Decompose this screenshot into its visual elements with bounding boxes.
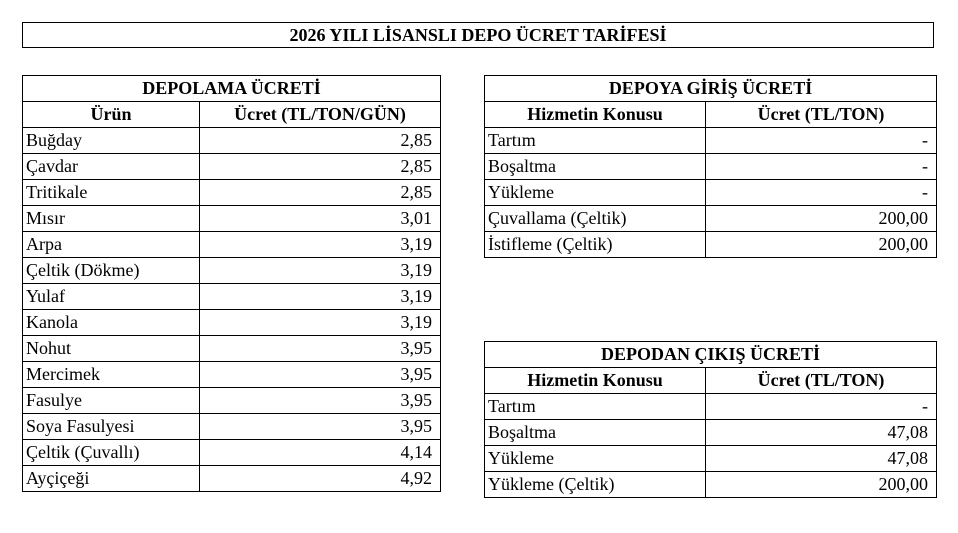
table-row [23, 258, 441, 284]
page-title: 2026 YILI LİSANSLI DEPO ÜCRET TARİFESİ [22, 22, 934, 48]
table-row [23, 310, 441, 336]
row-value: - [706, 154, 937, 180]
row-label: Kanola [23, 310, 200, 336]
row-label: Boşaltma [485, 420, 706, 446]
row-value: - [706, 180, 937, 206]
table-row [23, 232, 441, 258]
table-row [23, 466, 441, 492]
row-value: 47,08 [706, 446, 937, 472]
table-row [23, 388, 441, 414]
table-row [23, 128, 441, 154]
row-label: Tritikale [23, 180, 200, 206]
row-label: Fasulye [23, 388, 200, 414]
row-label: Yükleme [485, 180, 706, 206]
table-row [485, 394, 937, 420]
row-value: 2,85 [200, 154, 441, 180]
row-label: Tartım [485, 394, 706, 420]
table-row [23, 206, 441, 232]
table-row [485, 180, 937, 206]
table-row [23, 440, 441, 466]
table-row [485, 206, 937, 232]
row-value: 3,19 [200, 284, 441, 310]
table-row [485, 472, 937, 498]
row-label: Çeltik (Çuvallı) [23, 440, 200, 466]
row-value: 3,95 [200, 414, 441, 440]
column-header-service: Hizmetin Konusu [485, 368, 706, 394]
entry-table-body [485, 128, 937, 258]
column-header-fee: Ücret (TL/TON) [706, 102, 937, 128]
exit-table-body [485, 394, 937, 498]
column-header-fee: Ücret (TL/TON) [706, 368, 937, 394]
storage-fee-table [22, 75, 441, 492]
row-label: İstifleme (Çeltik) [485, 232, 706, 258]
table-row [23, 180, 441, 206]
row-value: 4,92 [200, 466, 441, 492]
table-row [23, 154, 441, 180]
row-value: - [706, 128, 937, 154]
row-value: 3,95 [200, 388, 441, 414]
table-row [23, 284, 441, 310]
row-value: - [706, 394, 937, 420]
row-label: Boşaltma [485, 154, 706, 180]
row-value: 3,95 [200, 336, 441, 362]
table-row [485, 128, 937, 154]
row-label: Mercimek [23, 362, 200, 388]
row-label: Çuvallama (Çeltik) [485, 206, 706, 232]
exit-table-heading: DEPODAN ÇIKIŞ ÜCRETİ [485, 342, 937, 368]
row-value: 3,95 [200, 362, 441, 388]
row-value: 47,08 [706, 420, 937, 446]
row-label: Tartım [485, 128, 706, 154]
row-value: 3,19 [200, 258, 441, 284]
table-row [23, 336, 441, 362]
row-value: 200,00 [706, 206, 937, 232]
row-label: Buğday [23, 128, 200, 154]
row-label: Arpa [23, 232, 200, 258]
row-label: Yükleme [485, 446, 706, 472]
table-row [485, 420, 937, 446]
column-header-fee: Ücret (TL/TON/GÜN) [200, 102, 441, 128]
row-value: 2,85 [200, 180, 441, 206]
row-label: Yükleme (Çeltik) [485, 472, 706, 498]
row-label: Nohut [23, 336, 200, 362]
row-value: 3,01 [200, 206, 441, 232]
row-value: 2,85 [200, 128, 441, 154]
row-value: 200,00 [706, 472, 937, 498]
table-row [485, 446, 937, 472]
entry-table-heading: DEPOYA GİRİŞ ÜCRETİ [485, 76, 937, 102]
row-label: Çavdar [23, 154, 200, 180]
table-row [23, 414, 441, 440]
row-value: 200,00 [706, 232, 937, 258]
row-label: Mısır [23, 206, 200, 232]
table-row [485, 154, 937, 180]
row-label: Ayçiçeği [23, 466, 200, 492]
storage-table-body [23, 128, 441, 492]
row-value: 3,19 [200, 310, 441, 336]
row-value: 3,19 [200, 232, 441, 258]
entry-fee-table [484, 75, 937, 258]
row-value: 4,14 [200, 440, 441, 466]
column-header-service: Hizmetin Konusu [485, 102, 706, 128]
table-row [23, 362, 441, 388]
storage-table-heading: DEPOLAMA ÜCRETİ [23, 76, 441, 102]
table-row [485, 232, 937, 258]
exit-fee-table [484, 341, 937, 498]
row-label: Soya Fasulyesi [23, 414, 200, 440]
column-header-product: Ürün [23, 102, 200, 128]
row-label: Yulaf [23, 284, 200, 310]
row-label: Çeltik (Dökme) [23, 258, 200, 284]
